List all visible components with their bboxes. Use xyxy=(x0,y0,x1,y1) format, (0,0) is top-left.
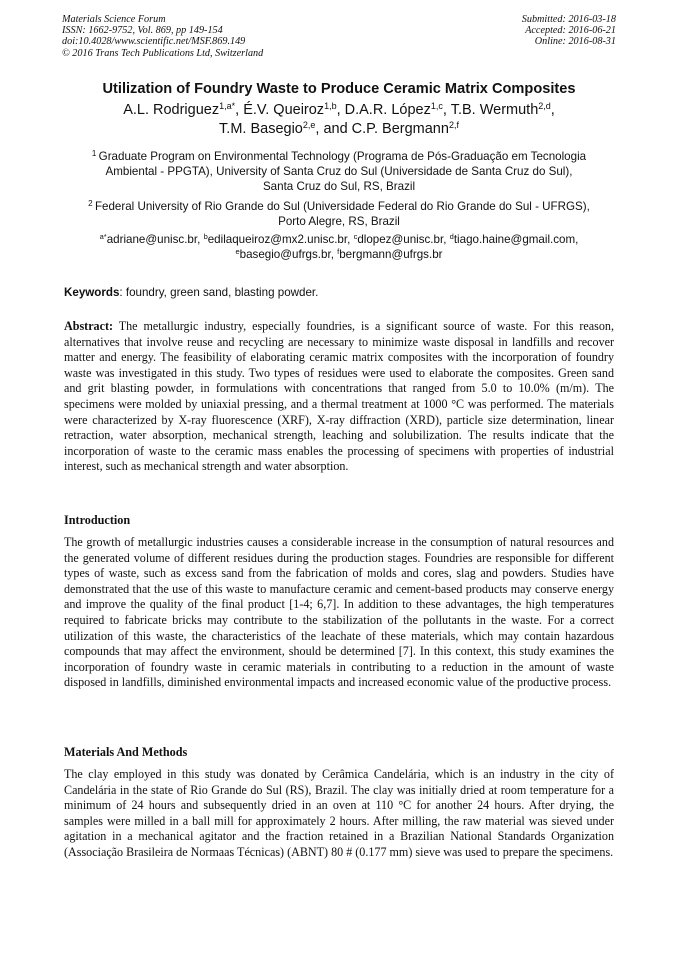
accepted-date: Accepted: 2016-06-21 xyxy=(525,25,616,37)
author-affiliation-mark: 2,f xyxy=(448,120,459,130)
methods-heading: Materials And Methods xyxy=(64,745,188,759)
author-name: C.P. Bergmann xyxy=(351,121,449,137)
affiliation-mark: 2 xyxy=(88,199,93,208)
author-affiliation-mark: 2,d xyxy=(538,101,551,111)
keywords-text: : foundry, green sand, blasting powder. xyxy=(119,286,319,299)
email-link[interactable]: tiago.haine@gmail.com, xyxy=(453,233,579,246)
author-affiliation-mark: 1,b xyxy=(324,101,337,111)
abstract-label: Abstract: xyxy=(64,319,114,333)
email-link[interactable]: adriane@unisc.br xyxy=(106,233,198,246)
author-affiliation-mark: 1,c xyxy=(430,101,443,111)
journal-name: Materials Science Forum xyxy=(62,14,166,25)
author-emails xyxy=(62,233,616,262)
author-affiliation-mark: 1,a* xyxy=(219,101,236,111)
abstract-text: The metallurgic industry, especially foundries, is a significant source of waste. For this reason, alternatives that involve reuse and recycling are necessary to minimize waste disposal in landfills and recover matter and energy. The feasibility of elaborating ceramic matrix composites with the incorporation of foundry waste was investigated in this study. Two types of residues were used to elaborate the composites. Green sand and grit blasting powder, in formulations with concentrations that ranged from 5.0 to 10.0% (m/m). The specimens were molded by uniaxial pressing, and a thermal treatment at 1000 °C was performed. The materials were characterized by X-ray fluorescence (XRF), X-ray diffraction (XRD), particle size determination, linear retraction, water absorption, mechanical strength, leaching and solubilization. The results indicate that the incorporation of waste to the ceramic mass enables the processing of specimens with properties of industrial interest, such as mechanical strength and water absorption. xyxy=(64,319,614,474)
journal-issn: ISSN: 1662-9752, Vol. 869, pp 149-154 xyxy=(62,25,223,37)
paper-title: Utilization of Foundry Waste to Produce Ceramic Matrix Composites xyxy=(102,81,576,97)
introduction-text: The growth of metallurgic industries causes a considerable increase in the consumption of natural resources and the generated volume of different residues during the production stages. Foundries are responsible for different types of waste, such as excess sand from the fabrication of molds and cores, slag and powders. Studies have demonstrated that the use of this waste to manufacture ceramic and cement-based products may conserve energy and improve the quality of the final product [1-4; 6,7]. In addition to these advantages, the high temperatures required to fabricate bricks may contribute to the stabilization of the pollutants in the waste. For a correct utilization of this waste, the characteristics of the leachate of these materials, which may contain hazardous compounds that may affect the environment, should be determined [7]. In this context, this study examines the incorporation of foundry waste in ceramic materials in contributing to a reduction in the amount of waste disposed in landfills, diminished environmental impacts and increased economic value of the productive process. xyxy=(64,535,614,690)
author-list xyxy=(62,101,616,139)
email-line-2: $^e$basegio@ufrgs.br, $^f$bergmann@ufrgs.br xyxy=(235,246,443,261)
affiliation-1: $^1$ Graduate Program on Environmental Technology (Programa de Pós-Graduação em Tecnologia Ambiental - PPGTA), University of Santa Cruz do Sul (Universidade de Santa Cruz do Sul), Santa Cruz do Sul, RS, Brazil xyxy=(91,149,587,194)
email-link[interactable]: edilaqueiroz@mx2.unisc.br xyxy=(207,233,348,246)
online-date: Online: 2016-08-31 xyxy=(534,36,616,48)
journal-copyright: © 2016 Trans Tech Publications Ltd, Switzerland xyxy=(62,47,264,59)
submission-dates xyxy=(522,14,616,48)
methods-text: The clay employed in this study was donated by Cerâmica Candelária, which is an industry in the city of Candelária in the state of Rio Grande do Sul (RS), Brazil. The clay was initially dried at room temperature for a minimum of 24 hours and subsequently dried in an oven at 110 °C for another 24 hours. After drying, the samples were milled in a ball mill for approximately 2 hours. After milling, the raw material was sieved under agitation in a mechanical agitator and the fraction retained in a Brazilian National Standards Organization (Associação Brasileira de Normaas Técnicas) (ABNT) 80 # (0.177 mm) sieve was used to prepare the specimens. xyxy=(64,767,614,859)
keywords-label: Keywords xyxy=(64,286,120,299)
affiliation-2: $^2$ Federal University of Rio Grande do Sul (Universidade Federal do Rio Grande do Sul - UFRGS), Porto Alegre, RS, Brazil xyxy=(88,199,590,229)
journal-info xyxy=(62,14,263,59)
submitted-date: Submitted: 2016-03-18 xyxy=(521,14,616,25)
author-line-2: T.M. Basegio$^{2,e}$, and C.P. Bergmann$^{2,f}$ xyxy=(219,120,459,137)
affiliation-mark: 1 xyxy=(91,149,97,158)
email-link[interactable]: bergmann@ufrgs.br xyxy=(339,247,443,261)
author-name: A.L. Rodriguez xyxy=(123,102,220,118)
email-link[interactable]: dlopez@unisc.br xyxy=(357,233,444,246)
email-line-1: $^{a*}$adriane@unisc.br, $^b$edilaqueiroz@mx2.unisc.br, $^c$dlopez@unisc.br, $^d$tiago.haine@gmail.com, xyxy=(99,232,579,246)
author-line-1: A.L. Rodriguez$^{1,a*}$, É.V. Queiroz$^{1,b}$, D.A.R. López$^{1,c}$, T.B. Wermuth$^{2,d}$, xyxy=(123,101,555,118)
author-name: É.V. Queiroz xyxy=(243,102,325,118)
abstract xyxy=(64,319,614,475)
introduction-heading: Introduction xyxy=(64,513,131,527)
author-affiliation-mark: 2,e xyxy=(302,120,316,130)
email-link[interactable]: basegio@ufrgs.br xyxy=(239,247,331,261)
journal-doi[interactable]: doi:10.4028/www.scientific.net/MSF.869.149 xyxy=(62,36,246,48)
keywords xyxy=(64,286,616,299)
author-name: T.B. Wermuth xyxy=(450,102,539,118)
author-name: T.M. Basegio xyxy=(219,121,303,137)
author-name: D.A.R. López xyxy=(344,102,431,118)
